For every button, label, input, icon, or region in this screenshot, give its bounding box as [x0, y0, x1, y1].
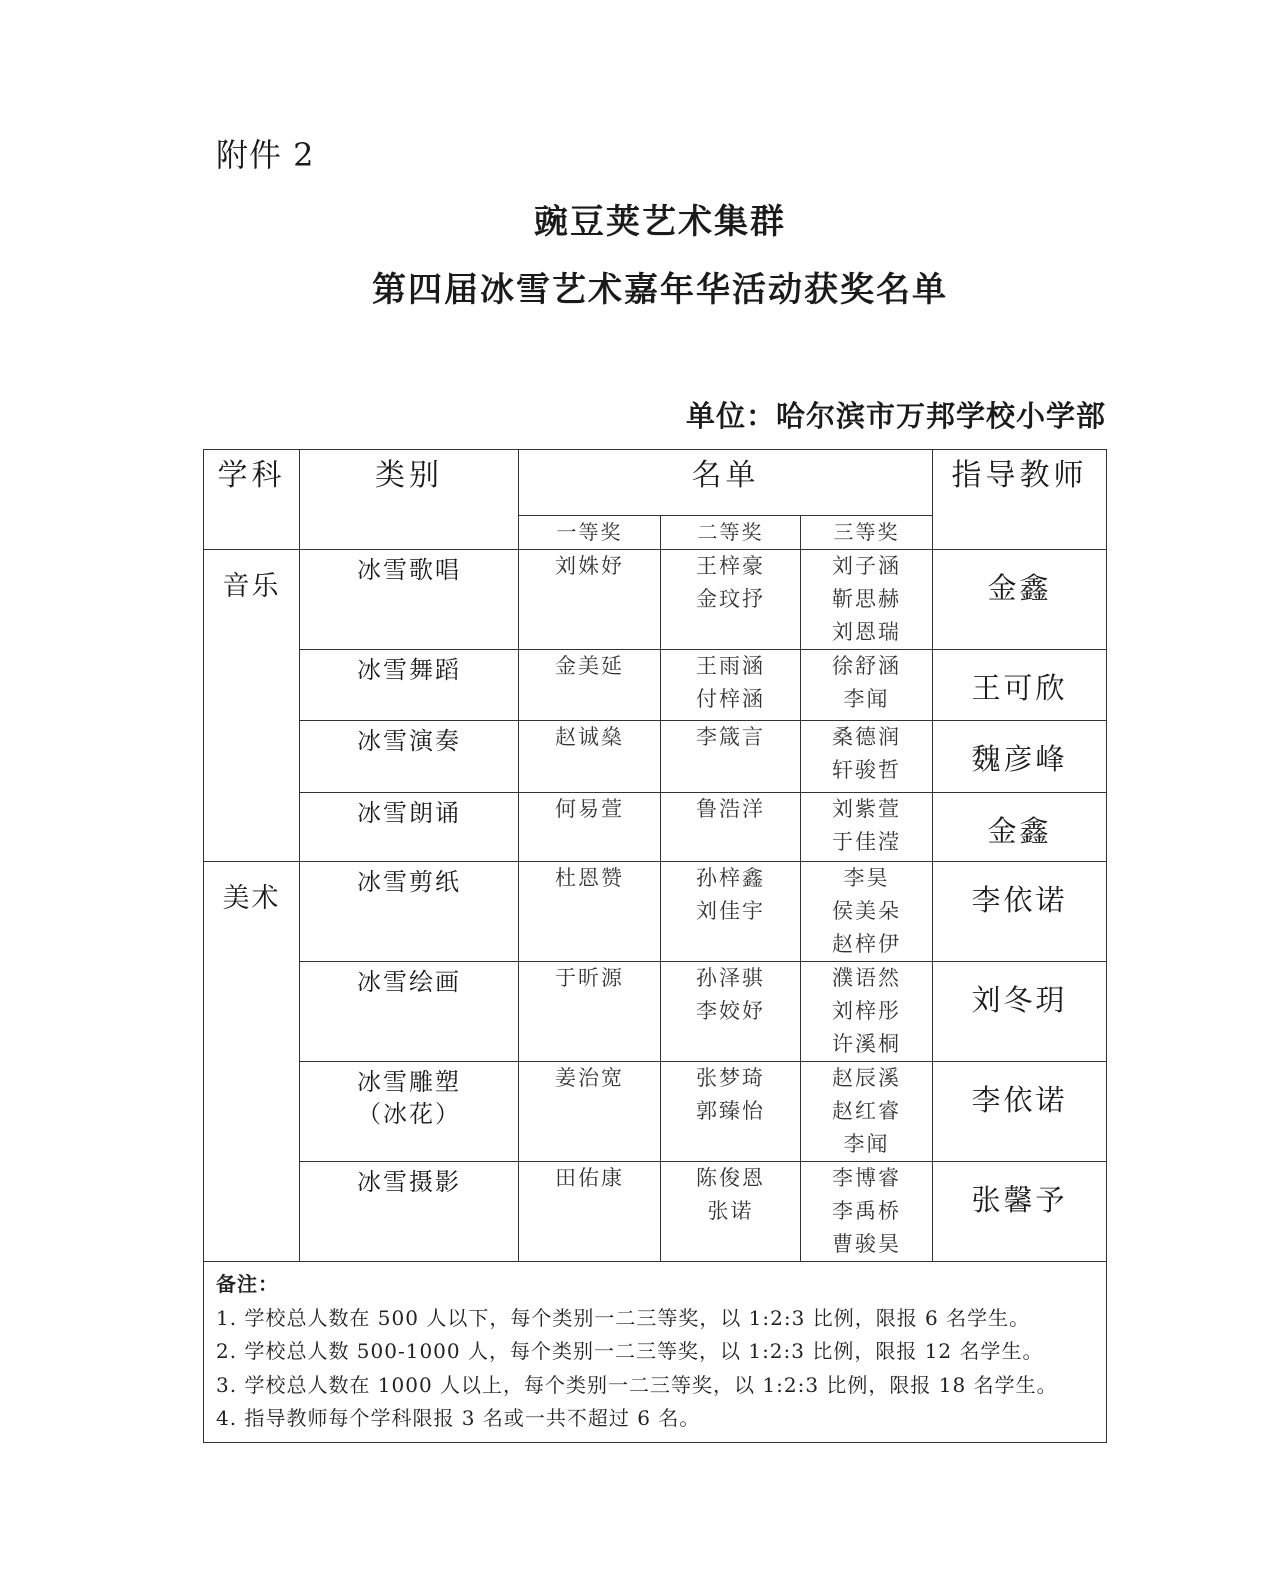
- category-cell: 冰雪绘画: [300, 962, 519, 1062]
- student-name: 郭臻怡: [696, 1099, 765, 1123]
- student-name: 刘紫萱: [832, 797, 901, 821]
- student-name: 赵梓伊: [832, 932, 901, 956]
- student-name: 金玟抒: [696, 587, 765, 611]
- student-name: 张梦琦: [696, 1066, 765, 1090]
- student-name: 轩骏哲: [832, 758, 901, 782]
- document-title-line2: 第四届冰雪艺术嘉年华活动获奖名单: [372, 270, 948, 310]
- table-row: [204, 550, 1107, 650]
- header-second-prize: 二等奖: [661, 516, 801, 550]
- student-name: 许溪桐: [832, 1032, 901, 1056]
- unit-label: 单位：哈尔滨市万邦学校小学部: [685, 399, 1106, 433]
- teacher-cell: 张馨予: [933, 1162, 1107, 1262]
- first-prize-cell: [519, 650, 661, 721]
- student-name: 陈俊恩: [696, 1166, 765, 1190]
- remark-item: 2. 学校总人数 500-1000 人，每个类别一二三等奖，以 1:2:3 比例，限报 12 名学生。: [216, 1339, 1044, 1363]
- teacher-cell: 金鑫: [933, 550, 1107, 650]
- teacher-cell: 王可欣: [933, 650, 1107, 721]
- student-name: 李闻: [843, 1132, 890, 1156]
- second-prize-cell: [661, 962, 801, 1062]
- third-prize-cell: [801, 1162, 933, 1262]
- table-row: [204, 1162, 1107, 1262]
- teacher-cell: 李依诺: [933, 862, 1107, 962]
- category-cell: 冰雪舞蹈: [300, 650, 519, 721]
- first-prize-cell: [519, 1062, 661, 1162]
- student-name: 刘子涵: [832, 554, 901, 578]
- category-line: （冰花）: [357, 1100, 461, 1128]
- table-row: [204, 862, 1107, 962]
- student-name: 李禹桥: [832, 1199, 901, 1223]
- second-prize-cell: [661, 1062, 801, 1162]
- third-prize-cell: [801, 862, 933, 962]
- header-first-prize: 一等奖: [519, 516, 661, 550]
- teacher-cell: 魏彦峰: [933, 721, 1107, 793]
- second-prize-cell: [661, 862, 801, 962]
- category-cell: 冰雪剪纸: [300, 862, 519, 962]
- remarks-label: 备注：: [216, 1272, 279, 1296]
- student-name: 赵辰溪: [832, 1066, 901, 1090]
- student-name: 孙泽骐: [696, 966, 765, 990]
- student-name: 李昊: [843, 866, 890, 890]
- student-name: 金美延: [555, 654, 624, 678]
- third-prize-cell: [801, 650, 933, 721]
- table-row: [204, 721, 1107, 793]
- table-row: [204, 650, 1107, 721]
- student-name: 曹骏昊: [832, 1232, 901, 1256]
- attachment-label: 附件 2: [216, 136, 315, 174]
- student-name: 姜治宽: [555, 1066, 624, 1090]
- student-name: 付梓涵: [696, 687, 765, 711]
- header-category: 类别: [300, 450, 519, 550]
- student-name: 李箴言: [696, 725, 765, 749]
- student-name: 桑德润: [832, 725, 901, 749]
- remark-item: 1. 学校总人数在 500 人以下，每个类别一二三等奖，以 1:2:3 比例，限报 6 名学生。: [216, 1305, 1031, 1330]
- award-table: [203, 449, 1107, 1443]
- remarks-section: [204, 1262, 1107, 1443]
- remark-item: 3. 学校总人数在 1000 人以上，每个类别一二三等奖，以 1:2:3 比例，限报 18 名学生。: [216, 1372, 1058, 1397]
- student-name: 鲁浩洋: [696, 797, 765, 821]
- student-name: 李闻: [843, 687, 890, 711]
- second-prize-cell: [661, 1162, 801, 1262]
- student-name: 王雨涵: [696, 654, 765, 678]
- student-name: 赵红睿: [832, 1099, 901, 1123]
- second-prize-cell: [661, 721, 801, 793]
- table-row: [204, 793, 1107, 862]
- category-cell: 冰雪歌唱: [300, 550, 519, 650]
- student-name: 李博睿: [832, 1166, 901, 1190]
- second-prize-cell: [661, 550, 801, 650]
- remark-item: 4. 指导教师每个学科限报 3 名或一共不超过 6 名。: [216, 1406, 701, 1430]
- third-prize-cell: [801, 1062, 933, 1162]
- document-title-line1: 豌豆荚艺术集群: [534, 202, 786, 242]
- subject-cell: 音乐: [204, 550, 300, 862]
- student-name: 孙梓鑫: [696, 866, 765, 890]
- first-prize-cell: [519, 862, 661, 962]
- student-name: 刘姝妤: [555, 554, 624, 578]
- student-name: 杜恩赞: [555, 866, 624, 890]
- student-name: 田佑康: [555, 1166, 624, 1190]
- student-name: 何易萱: [555, 797, 624, 821]
- student-name: 徐舒涵: [832, 654, 901, 678]
- teacher-cell: 李依诺: [933, 1062, 1107, 1162]
- subject-cell: 美术: [204, 862, 300, 1262]
- award-table-body: [204, 550, 1107, 1262]
- student-name: 张诺: [707, 1199, 754, 1223]
- first-prize-cell: [519, 721, 661, 793]
- student-name: 濮语然: [832, 966, 901, 990]
- teacher-cell: 金鑫: [933, 793, 1107, 862]
- student-name: 王梓豪: [696, 554, 765, 578]
- first-prize-cell: [519, 550, 661, 650]
- student-name: 侯美朵: [832, 899, 901, 923]
- student-name: 赵诚燊: [555, 725, 624, 749]
- second-prize-cell: [661, 650, 801, 721]
- header-teacher: 指导教师: [933, 450, 1107, 550]
- student-name: 于昕源: [555, 966, 624, 990]
- student-name: 靳思赫: [832, 587, 901, 611]
- third-prize-cell: [801, 721, 933, 793]
- student-name: 刘佳宇: [696, 899, 765, 923]
- header-subject: 学科: [204, 450, 300, 550]
- header-third-prize: 三等奖: [801, 516, 933, 550]
- category-cell: 冰雪演奏: [300, 721, 519, 793]
- third-prize-cell: [801, 550, 933, 650]
- category-cell: [300, 1062, 519, 1162]
- teacher-cell: 刘冬玥: [933, 962, 1107, 1062]
- student-name: 刘恩瑞: [832, 620, 901, 644]
- category-cell: 冰雪摄影: [300, 1162, 519, 1262]
- header-names: 名单: [519, 450, 933, 516]
- third-prize-cell: [801, 793, 933, 862]
- first-prize-cell: [519, 962, 661, 1062]
- student-name: 于佳滢: [832, 830, 901, 854]
- first-prize-cell: [519, 793, 661, 862]
- student-name: 刘梓彤: [832, 999, 901, 1023]
- student-name: 李姣妤: [696, 999, 765, 1023]
- category-line: 冰雪雕塑: [357, 1068, 461, 1096]
- third-prize-cell: [801, 962, 933, 1062]
- second-prize-cell: [661, 793, 801, 862]
- table-row: [204, 962, 1107, 1062]
- first-prize-cell: [519, 1162, 661, 1262]
- category-cell: 冰雪朗诵: [300, 793, 519, 862]
- table-row: [204, 1062, 1107, 1162]
